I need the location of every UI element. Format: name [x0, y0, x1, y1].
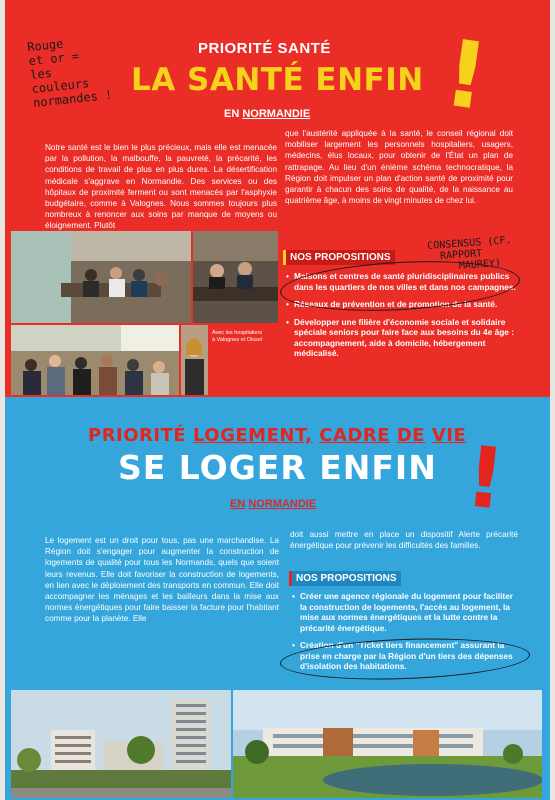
logement-headline: SE LOGER ENFIN — [118, 448, 437, 487]
sante-props-title: NOS PROPOSITIONS — [283, 250, 395, 265]
sante-headline: LA SANTÉ ENFIN — [131, 62, 424, 98]
logement-kicker-word: CADRE — [319, 425, 391, 446]
logement-sub-region: NORMANDIE — [248, 498, 317, 510]
logement-sub-prefix: EN — [230, 498, 246, 510]
logement-kicker-word: LOGEMENT, — [192, 425, 313, 446]
photo-housing-towers — [11, 690, 231, 798]
photo-woman-listening — [181, 325, 208, 395]
sante-body-right: que l'austérité appliquée à la santé, le conseil régional doit mobiliser largement les personnels hospitaliers, usagers, médecins, élus locaux, pour obtenir de l'État un plan de rattrapage. Au lieu d'un énième schéma technocratique, la Région doit impulser un plan d'action santé de proximité pour garantir à chacun des soins de qualité, de la naissance au quatrième âge, à moins de vingt minutes de chez lui. — [285, 129, 513, 206]
logement-kicker-word: DE — [396, 425, 426, 446]
sante-body-left: Notre santé est le bien le plus précieux, mais elle est menacée par la pollution, la malbouffe, la pauvreté, la précarité, les conditions de travail de plus en plus dures. La désertification médicale s'aggrave en Normandie. Des services ou des hôpitaux de proximité ferment ou sont menacés par l'asphyxie budgétaire, comme à Valognes. Nous sommes toujours plus nombreux à renoncer aux soins par manque de moyens ou éloignement. Plutôt — [45, 143, 277, 231]
sante-prop-item: • Développer une filière d'économie sociale et solidaire spéciale seniors pour faire face aux besoins du 4e âge : accompagnement, aide à domicile, hébergement médicalisé. — [286, 317, 518, 359]
logement-kicker — [88, 425, 466, 446]
photo-assembly-circle — [11, 325, 179, 395]
handwritten-note-consensus: CONSENSUS (CF. RAPPORT MAUREY) — [426, 235, 512, 274]
sante-prop-item: • Réseaux de prévention et de promotion de la santé. — [286, 299, 518, 310]
logement-subtitle — [230, 498, 316, 510]
logement-kicker-word: PRIORITÉ — [88, 425, 187, 446]
photo-caption: Avec les hospitaliers à Valognes et Oissel — [212, 330, 263, 343]
logement-prop-item: • Créer une agence régionale du logement pour faciliter la construction de logements, l'accès au logement, la mise aux normes énergétiques et la lutte contre la précarité énergétique. — [292, 591, 518, 633]
logement-exclamation: ! — [460, 427, 510, 529]
sante-kicker: PRIORITÉ SANTÉ — [198, 40, 331, 57]
logement-prop-item: • Création d'un "Ticket tiers financement" assurant la prise en charge par la Région d'un tiers des dépenses d'isolation des habitations. — [292, 640, 518, 672]
handwritten-note-colors: Rouge et or = les couleurs normandes ! — [26, 36, 113, 110]
sante-sub-prefix: EN — [224, 108, 240, 120]
sante-subtitle — [224, 108, 310, 120]
logement-body-right: doit aussi mettre en place un dispositif Alerte précarité énergétique pour prévenir les difficultés des familles. — [290, 530, 518, 551]
photo-modern-residence — [233, 690, 542, 798]
logement-props-title: NOS PROPOSITIONS — [289, 571, 401, 586]
photo-officials-table — [193, 231, 278, 323]
sante-prop-item: • Maisons et centres de santé pluridisciplinaires publics dans les quartiers de nos villes et dans nos campagnes. — [286, 271, 518, 292]
sante-exclamation: ! — [437, 19, 495, 132]
logement-kicker-word: VIE — [431, 425, 467, 446]
logement-body-left: Le logement est un droit pour tous, pas une marchandise. La Région doit s'engager pour augmenter la construction de logements de qualité pour tous les Normands, quels que soient leurs revenus. Elle doit favoriser la construction de logements, en lien avec le déploiement des transports en commun. Elle doit accompagner les ménages et les bailleurs dans la mise aux normes énergétiques pour faire baisser la facture pour l'habitant comme pour la planète. Elle — [45, 536, 279, 624]
sante-sub-region: NORMANDIE — [242, 108, 311, 120]
photo-meeting-room — [11, 231, 191, 323]
